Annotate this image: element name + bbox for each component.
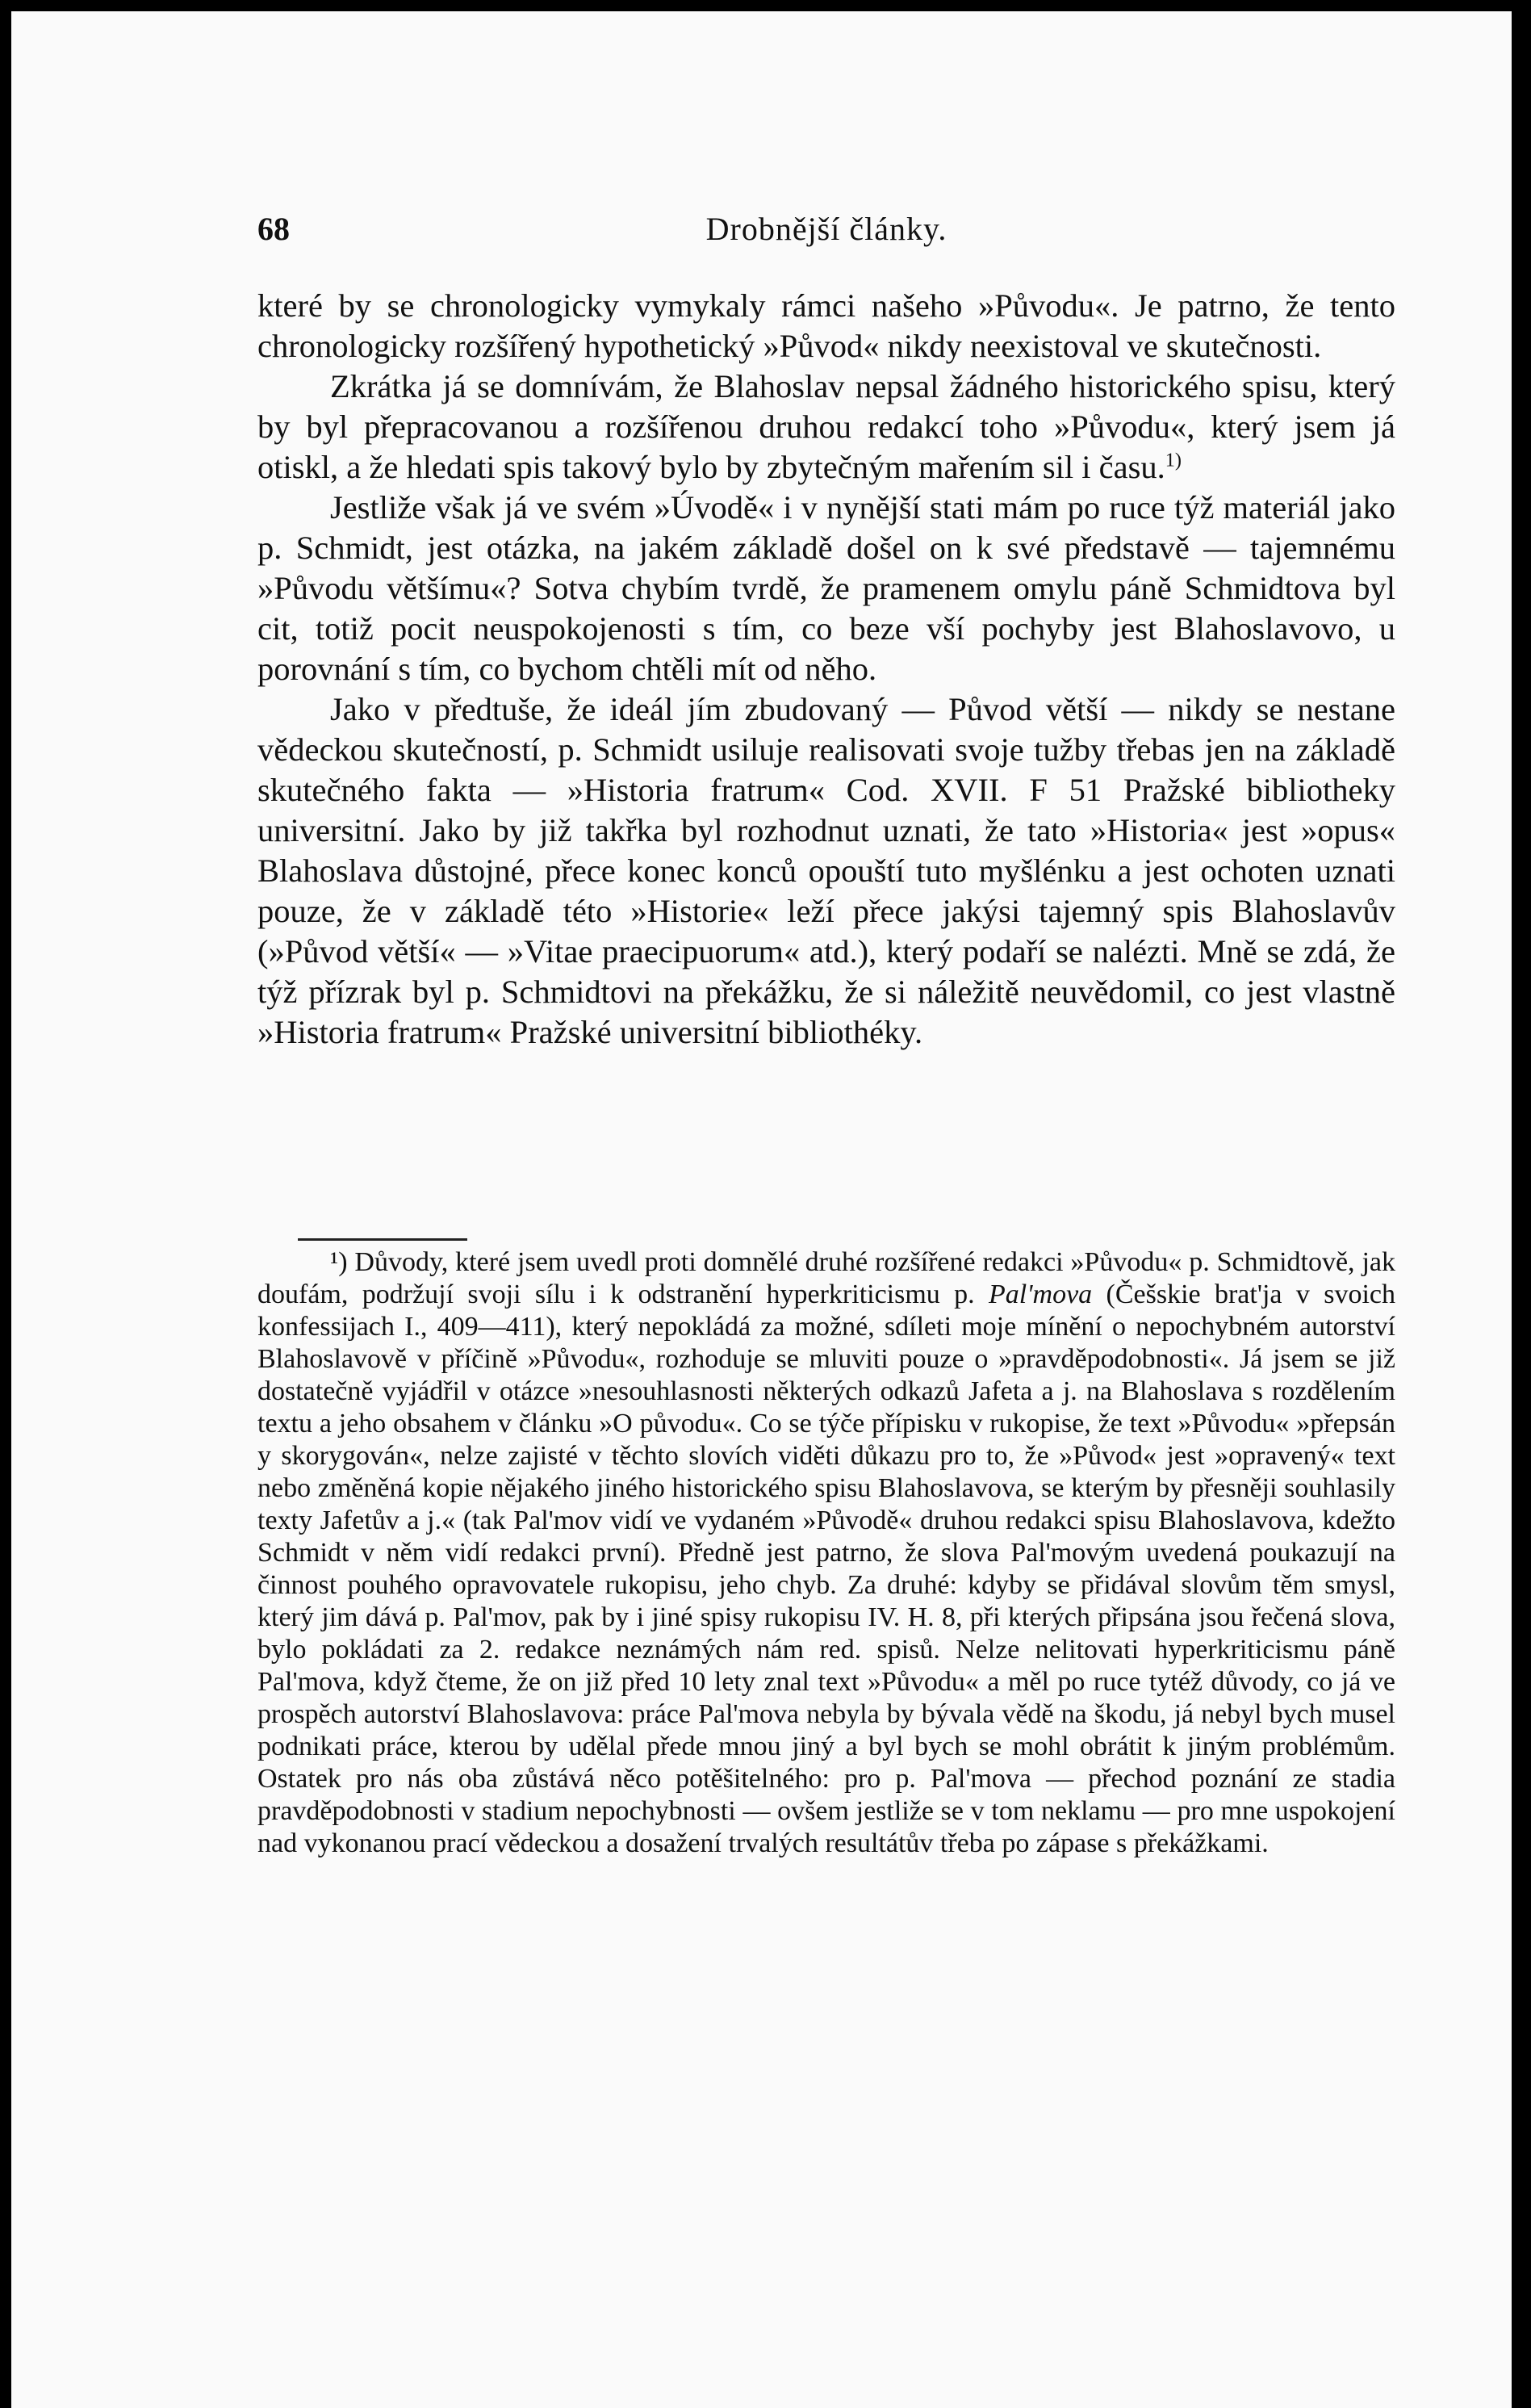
footnote-divider [298, 1238, 467, 1241]
paragraph-2-text: Zkrátka já se domnívám, že Blahoslav nepsal žádného historického spisu, který by byl přepracovanou a rozšířenou druhou redakcí toho »Původu«, který jsem já otiskl, a že hledati spis takový bylo by zbytečným mařením sil i času. [257, 368, 1395, 485]
footnote-reference-number: 1 [1165, 449, 1175, 471]
paragraph-4: Jako v předtuše, že ideál jím zbudovaný — Původ větší — nikdy se nestane vědeckou skutečností, p. Schmidt usiluje realisovati svoje tužby třebas jen na základě skutečného fakta — »Historia fratrum« Cod. XVII. F 51 Pražské bibliotheky universitní. Jako by již takřka byl rozhodnut uznati, že tato »Historia« jest »opus« Blahoslava důstojné, přece konec konců opouští tuto myšlénku a jest ochoten uznati pouze, že v základě této »Historie« leží přece jakýsi tajemný spis Blahoslavův (»Původ větší« — »Vitae praecipuorum« atd.), který podaří se nalézti. Mně se zdá, že týž přízrak byl p. Schmidtovi na překážku, že si náležitě neuvědomil, co jest vlastně »Historia fratrum« Pražské universitní bibliothéky. [257, 691, 1395, 1050]
body-text [257, 286, 1395, 1053]
paragraph-2 [257, 366, 1395, 488]
footnote-text-rest: (Češskie brat'ja v svoich konfessijach I., 409—411), který nepokládá za možné, sdíleti moje mínění o nepochybném autorství Blahoslavově v příčině »Původu«, rozhoduje se mluviti pouze o »pravděpodobnosti«. Já jsem se již dostatečně vyjádřil v otázce »nesouhlasnosti některých odkazů Jafeta a j. na Blahoslava s rozdělením textu a jeho obsahem v článku »O původu«. Co se týče přípisku v rukopise, že text »Původu« »přepsán y skorygován«, nelze zajisté v těchto slovích viděti důkazu pro to, že »Původ« jest »opravený« text nebo změněná kopie nějakého jiného historického spisu Blahoslavova, se kterým by přesněji souhlasily texty Jafetův a j.« (tak Pal'mov vidí ve vydaném »Původě« druhou redakci spisu Blahoslavova, kdežto Schmidt v něm vidí redakci první). Předně jest patrno, že slova Pal'movým uvedená poukazují na činnost pouhého opravovatele rukopisu, jeho chyb. Za druhé: kdyby se přidával slovům těm smysl, který jim dává p. Pal'mov, pak by i jiné spisy rukopisu IV. H. 8, při kterých připsána jsou řečená slova, bylo pokládati za 2. redakce neznámých nám red. spisů. Nelze nelitovati hyperkriticismu páně Pal'mova, když čteme, že on již před 10 lety znal text »Původu« a měl po ruce tytéž důvody, co já ve prospěch autorství Blahoslavova: práce Pal'mova nebyla by bývala vědě na škodu, já nebyl bych musel podnikati práce, kterou by udělal přede mnou jiný a byl bych se mohl obrátit k jiným problémům. Ostatek pro nás oba zůstává něco potěšitelného: pro p. Pal'mova — přechod poznání ze stadia pravděpodobnosti v stadium nepochybnosti — ovšem jestliže se v tom neklamu — pro mne uspokojení nad vykonanou prací vědeckou a dosažení trvalých resultátův třeba po zápase s překážkami. [257, 1279, 1395, 1858]
paragraph-1: které by se chronologicky vymykaly rámci našeho »Původu«. Je patrno, že tento chronologicky rozšířený hypothetický »Původ« nikdy neexistoval ve skutečnosti. [257, 287, 1395, 364]
footnote-1 [257, 1246, 1395, 1860]
page-header [257, 210, 1395, 255]
footnote-reference: 1) [1165, 449, 1182, 471]
paragraph-3: Jestliže však já ve svém »Úvodě« i v nynější stati mám po ruce týž materiál jako p. Schmidt, jest otázka, na jakém základě došel on k své představě — tajemnému »Původu většímu«? Sotva chybím tvrdě, že pramenem omylu páně Schmidtova byl cit, totiž pocit neuspokojenosti s tím, co beze vší pochyby jest Blahoslavovo, u porovnání s tím, co bychom chtěli mít od něho. [257, 489, 1395, 687]
page-number: 68 [257, 211, 290, 247]
book-page [11, 11, 1512, 2408]
footnote-author-name: Pal'mova [989, 1279, 1093, 1309]
footnote-marker: ¹) [330, 1247, 348, 1277]
footnote-text-start: Důvody, které jsem uvedl proti domnělé druhé rozšířené redakci »Původu« p. Schmidtově, jak doufám, podržují svoji sílu i k odstranění hyperkriticismu p. [257, 1247, 1395, 1309]
running-head: Drobnější články. [705, 211, 947, 247]
footnotes [257, 1246, 1395, 1860]
